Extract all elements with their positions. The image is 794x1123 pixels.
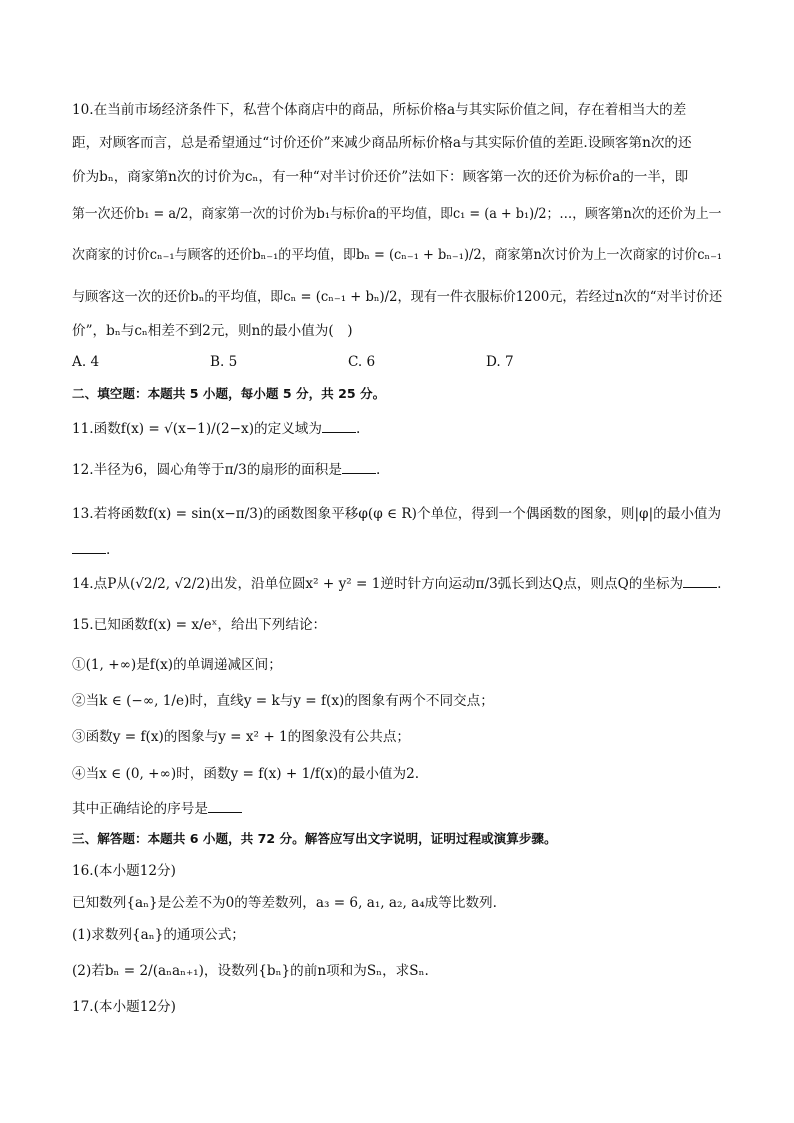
q10-line-3: 价为bₙ，商家第n次的讨价为cₙ，有一种“对半讨价还价”法如下：顾客第一次的还价为标价a的一半，即 [72,169,689,185]
q15-item-4: ④当x ∈ (0, +∞)时，函数y = f(x) + 1/f(x)的最小值为2. [72,766,420,782]
q15-answer-blank[interactable] [208,800,242,813]
q10-option-d[interactable]: D. 7 [486,354,514,370]
q15-item-1: ①(1, +∞)是f(x)的单调递减区间； [72,657,282,673]
section-answer-heading: 三、解答题：本题共 6 小题，共 72 分。解答应写出文字说明，证明过程或演算步骤。 [72,831,557,846]
q16-stem: 已知数列{aₙ}是公差不为0的等差数列，a₃ = 6, a₁, a₂, a₄成等比数列. [72,895,497,911]
q11-answer-blank[interactable] [322,420,356,433]
q10-line-6: 与顾客这一次的还价bₙ的平均值，即cₙ = (cₙ₋₁ + bₙ)/2，现有一件衣服标价1200元，若经过n次的“对半讨价还 [72,289,723,305]
q12-line [72,460,722,480]
q12-end: . [375,462,381,478]
q13-end: . [106,542,111,558]
q12-text: 12.半径为6，圆心角等于π/3的扇形的面积是 [72,462,342,478]
q17-head: 17.(本小题12分) [72,999,176,1015]
q10-option-c[interactable]: C. 6 [348,354,376,370]
q15-ask-line [72,799,722,819]
q10-line-1: 10.在当前市场经济条件下，私营个体商店中的商品，所标价格a与其实际价值之间，存在着相当大的差 [72,102,687,118]
q14-answer-blank[interactable] [683,575,717,588]
q10-option-a[interactable]: A. 4 [72,354,100,370]
q12-answer-blank[interactable] [342,461,376,474]
q14-end: . [717,576,722,592]
q10-line-4: 第一次还价b₁ = a/2，商家第一次的讨价为b₁与标价a的平均值，即c₁ = (a + b₁)/2；…，顾客第n次的还价为上一 [72,206,722,222]
q13-line-2 [72,540,722,560]
q13-answer-blank[interactable] [72,541,106,554]
q11-line [72,419,722,439]
q10-line-7: 价”，bₙ与cₙ相差不到2元，则n的最小值为( ) [72,323,353,339]
q10-line-5: 次商家的讨价cₙ₋₁与顾客的还价bₙ₋₁的平均值，即bₙ = (cₙ₋₁ + bₙ₋₁)/2，商家第n次讨价为上一次商家的讨价cₙ₋₁ [72,247,723,263]
q15-item-2: ②当k ∈ (−∞, 1/e)时，直线y = k与y = f(x)的图象有两个不同交点； [72,693,494,709]
q16-head: 16.(本小题12分) [72,863,176,879]
q14-line [72,574,722,594]
q10-option-b[interactable]: B. 5 [210,354,238,370]
q15-stem: 15.已知函数f(x) = x/eˣ，给出下列结论： [72,617,327,633]
q15-item-3: ③函数y = f(x)的图象与y = x² + 1的图象没有公共点； [72,729,411,745]
q16-part-1: (1)求数列{aₙ}的通项公式； [72,927,245,943]
q14-text: 14.点P从(√2/2, √2/2)出发，沿单位圆x² + y² = 1逆时针方向运动π/3弧长到达Q点，则点Q的坐标为 [72,576,684,592]
q16-part-2: (2)若bₙ = 2/(aₙaₙ₊₁)，设数列{bₙ}的前n项和为Sₙ，求Sₙ. [72,963,429,979]
q13-line-1: 13.若将函数f(x) = sin(x−π/3)的函数图象平移φ(φ ∈ R)个单位，得到一个偶函数的图象，则|φ|的最小值为 [72,506,722,522]
q10-line-2: 距，对顾客而言，总是希望通过“讨价还价”来减少商品所标价格a与其实际价值的差距.设顾客第n次的还 [72,135,692,151]
section-fill-in-heading: 二、填空题：本题共 5 小题，每小题 5 分，共 25 分。 [72,386,386,401]
q11-text: 11.函数f(x) = √(x−1)/(2−x)的定义域为 [72,421,322,437]
q11-end: . [355,421,361,437]
q10-options [72,352,722,372]
q15-ask: 其中正确结论的序号是 [72,801,208,817]
